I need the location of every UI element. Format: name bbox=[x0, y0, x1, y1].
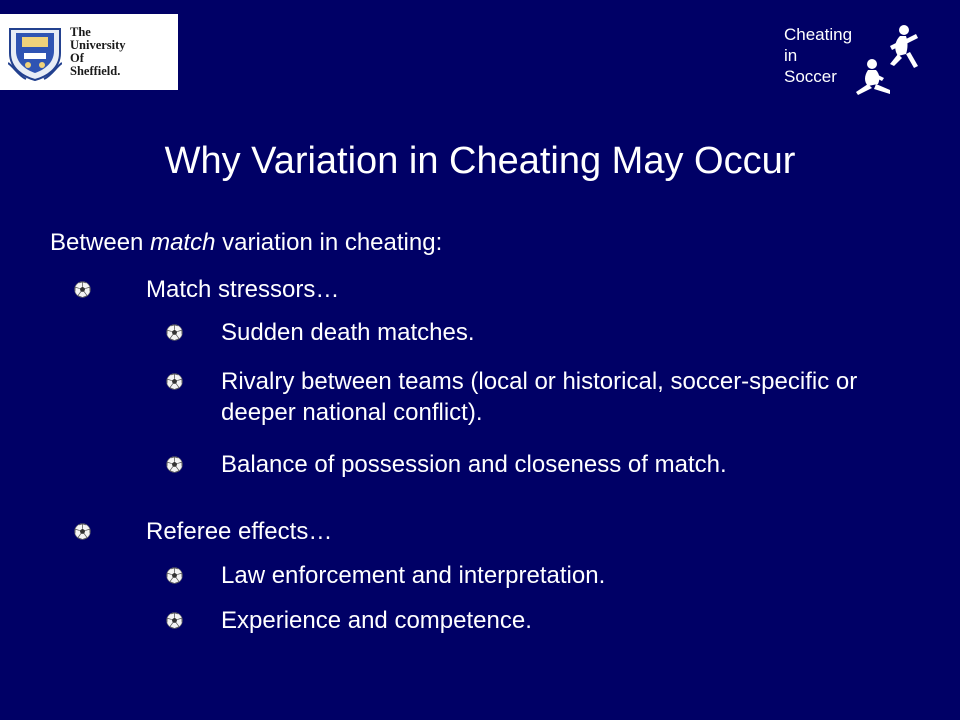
soccer-ball-icon bbox=[166, 612, 183, 629]
bullet-text: Rivalry between teams (local or historical, soccer-specific or deeper national conflict). bbox=[221, 368, 858, 426]
bullet-match-stressors bbox=[146, 274, 339, 305]
soccer-ball-icon bbox=[166, 567, 183, 584]
university-crest-icon bbox=[8, 23, 62, 81]
bullet-text: Experience and competence. bbox=[221, 607, 532, 634]
soccer-ball-icon bbox=[166, 456, 183, 473]
slide-title: Why Variation in Cheating May Occur bbox=[164, 140, 796, 182]
university-logo bbox=[0, 14, 178, 90]
bullet-law-enforcement bbox=[221, 560, 605, 591]
soccer-players-icon bbox=[850, 24, 932, 96]
university-name: The University Of Sheffield. bbox=[70, 25, 126, 78]
bullet-label: Referee effects… bbox=[146, 518, 333, 545]
intro-emphasis: match bbox=[150, 229, 216, 256]
bullet-label: Match stressors… bbox=[146, 276, 340, 303]
soccer-ball-icon bbox=[166, 324, 183, 341]
intro-post-text: variation in cheating: bbox=[215, 229, 443, 256]
bullet-experience bbox=[221, 605, 532, 636]
bullet-text: Law enforcement and interpretation. bbox=[221, 562, 606, 589]
intro-line bbox=[50, 228, 442, 258]
bullet-rivalry bbox=[221, 366, 861, 428]
soccer-ball-icon bbox=[74, 523, 91, 540]
project-name: Cheating in Soccer bbox=[784, 25, 853, 86]
intro-pre-text: Between bbox=[50, 229, 151, 256]
bullet-referee-effects bbox=[146, 516, 332, 547]
soccer-ball-icon bbox=[166, 373, 183, 390]
bullet-sudden-death bbox=[221, 317, 475, 348]
bullet-possession bbox=[221, 449, 727, 480]
soccer-ball-icon bbox=[74, 281, 91, 298]
bullet-text: Balance of possession and closeness of match. bbox=[221, 451, 727, 478]
cheating-in-soccer-logo bbox=[784, 24, 934, 96]
bullet-text: Sudden death matches. bbox=[221, 319, 475, 346]
